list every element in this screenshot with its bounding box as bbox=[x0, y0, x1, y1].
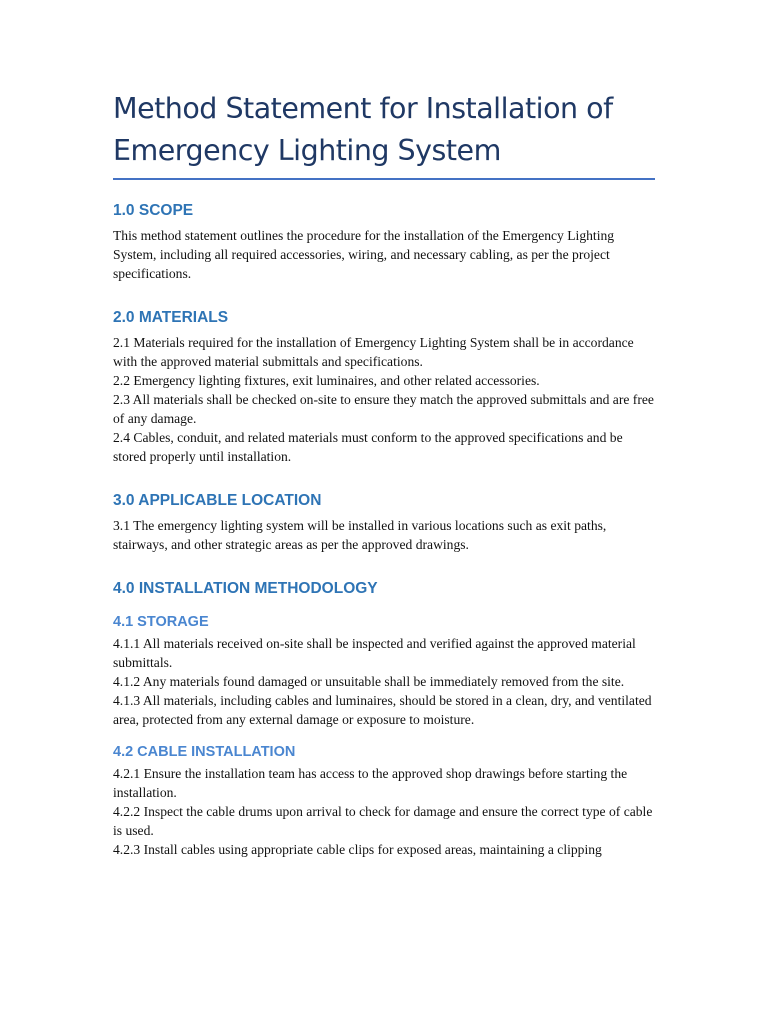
document-title-line-1: Method Statement for Installation of bbox=[113, 92, 613, 125]
section-heading-materials: 2.0 MATERIALS bbox=[113, 309, 229, 326]
document-title bbox=[113, 88, 655, 178]
document-title-line-2: Emergency Lighting System bbox=[113, 134, 501, 167]
section-heading-scope: 1.0 SCOPE bbox=[113, 202, 194, 219]
materials-item: 2.4 Cables, conduit, and related materials must conform to the approved specifications and be stored properly until installation. bbox=[113, 430, 623, 464]
cable-installation-item: 4.2.1 Ensure the installation team has access to the approved shop drawings before starting the installation. bbox=[113, 766, 628, 800]
location-item: 3.1 The emergency lighting system will be installed in various locations such as exit paths, stairways, and other strategic areas as per the approved drawings. bbox=[113, 518, 607, 552]
storage-item: 4.1.1 All materials received on-site shall be inspected and verified against the approved material submittals. bbox=[113, 636, 636, 670]
section-heading-methodology: 4.0 INSTALLATION METHODOLOGY bbox=[113, 580, 378, 597]
materials-item: 2.2 Emergency lighting fixtures, exit luminaires, and other related accessories. bbox=[113, 373, 540, 388]
cable-installation-item: 4.2.2 Inspect the cable drums upon arrival to check for damage and ensure the correct type of cable is used. bbox=[113, 804, 653, 838]
storage-item: 4.1.3 All materials, including cables and luminaires, should be stored in a clean, dry, and ventilated area, protected from any external damage or exposure to moisture. bbox=[113, 693, 652, 727]
subsection-heading-storage: 4.1 STORAGE bbox=[113, 614, 209, 630]
title-divider bbox=[113, 178, 655, 180]
materials-item: 2.3 All materials shall be checked on-site to ensure they match the approved submittals and are free of any damage. bbox=[113, 392, 654, 426]
materials-item: 2.1 Materials required for the installation of Emergency Lighting System shall be in accordance with the approved material submittals and specifications. bbox=[113, 335, 634, 369]
cable-installation-item: 4.2.3 Install cables using appropriate cable clips for exposed areas, maintaining a clipping bbox=[113, 842, 602, 857]
subsection-heading-cable-installation: 4.2 CABLE INSTALLATION bbox=[113, 744, 296, 760]
section-heading-location: 3.0 APPLICABLE LOCATION bbox=[113, 492, 322, 509]
section-materials bbox=[113, 307, 655, 466]
section-scope bbox=[113, 200, 655, 283]
document-page bbox=[113, 88, 655, 859]
storage-item: 4.1.2 Any materials found damaged or unsuitable shall be immediately removed from the site. bbox=[113, 674, 625, 689]
section-location bbox=[113, 490, 655, 554]
scope-paragraph: This method statement outlines the procedure for the installation of the Emergency Lighting System, including all required accessories, wiring, and necessary cabling, as per the project specifications. bbox=[113, 228, 615, 281]
section-methodology bbox=[113, 578, 655, 859]
